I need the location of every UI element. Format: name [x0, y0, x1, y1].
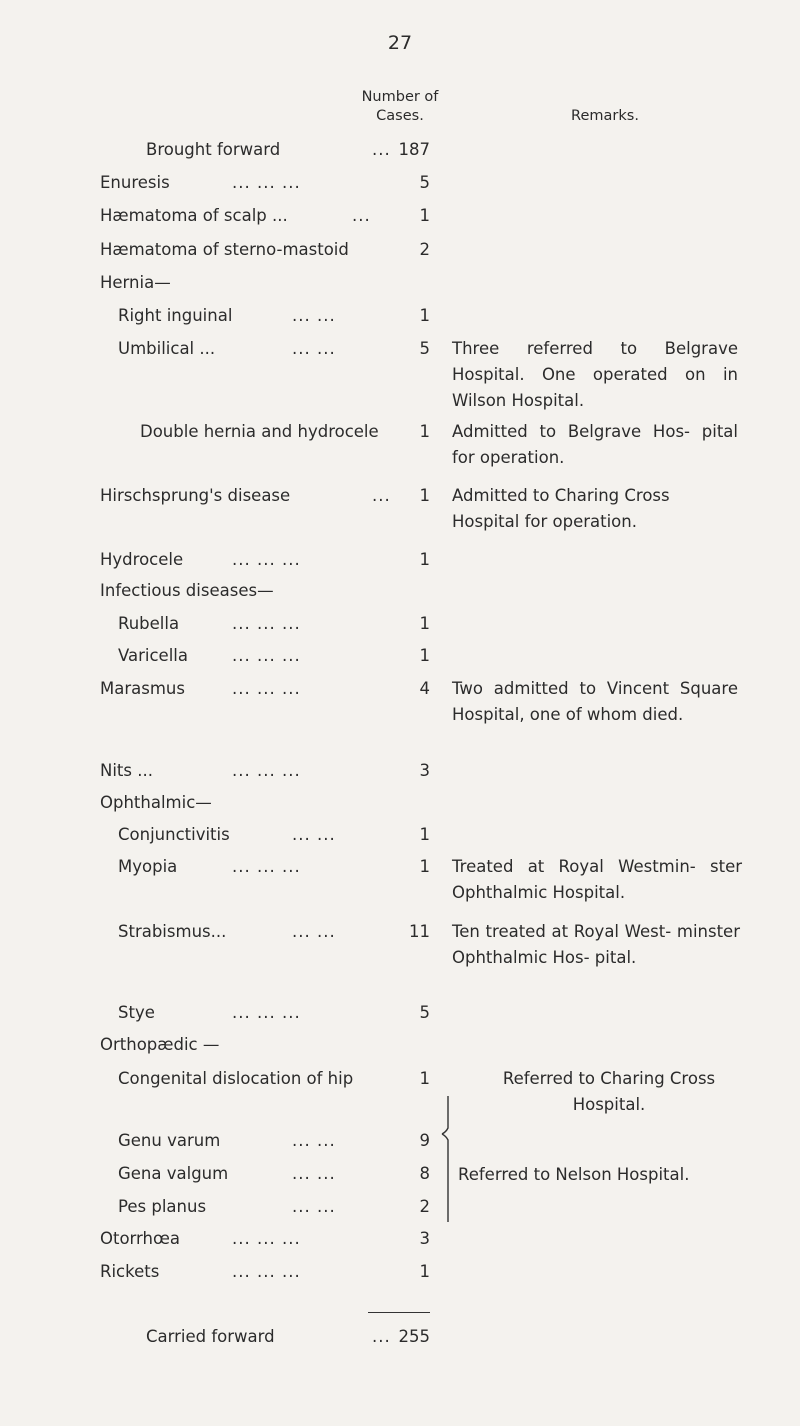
row-number: 1: [419, 1069, 430, 1088]
row-dots: ... ... ...: [232, 679, 301, 698]
row-label: Rickets: [100, 1262, 160, 1281]
row-number: 5: [419, 173, 430, 192]
row-number: 3: [419, 1229, 430, 1248]
row-label: Myopia: [118, 857, 178, 876]
row-label: Genu varum: [118, 1131, 221, 1150]
group-brace: [438, 1036, 454, 1222]
row-dots: ... ...: [292, 825, 336, 844]
row-dots: ... ... ...: [232, 761, 301, 780]
group-remark: Referred to Nelson Hospital.: [458, 1165, 690, 1184]
row-label: Otorrhœa: [100, 1229, 180, 1248]
row-dots: ... ...: [292, 1164, 336, 1183]
row-label: Rubella: [118, 614, 180, 633]
row-remark: Admitted to Charing Cross Hospital for operation.: [452, 486, 670, 531]
section-label: Ophthalmic—: [100, 793, 212, 812]
row-label: Nits ...: [100, 761, 153, 780]
row-remark: Three referred to Belgrave Hospital. One operated on in Wilson Hospital.: [452, 339, 738, 410]
row-remark: Admitted to Belgrave Hos- pital for operation.: [452, 422, 738, 467]
row-remark: Two admitted to Vincent Square Hospital, one of whom died.: [452, 679, 738, 724]
row-dots: ... ... ...: [232, 1262, 301, 1281]
row-number: 1: [419, 646, 430, 665]
row-label: Conjunctivitis: [118, 825, 230, 844]
row-remark: Treated at Royal Westmin- ster Ophthalmic Hospital.: [452, 857, 742, 902]
page-number: 27: [387, 32, 413, 54]
row-dots: ... ...: [292, 306, 336, 325]
row-number: 9: [419, 1131, 430, 1150]
row-number: 1: [419, 1262, 430, 1281]
row-label: Gena valgum: [118, 1164, 229, 1183]
row-dots: ... ... ...: [232, 646, 301, 665]
row-label: Carried forward: [146, 1327, 275, 1346]
row-number: 1: [419, 825, 430, 844]
section-label: Orthopædic —: [100, 1035, 220, 1054]
row-number: 1: [419, 857, 430, 876]
row-label: Stye: [118, 1003, 155, 1022]
row-label: Hirschsprung's disease: [100, 486, 291, 505]
row-number: 1: [419, 422, 430, 441]
row-dots: ... ...: [292, 922, 336, 941]
row-number: 255: [398, 1327, 430, 1346]
row-dots: ... ...: [292, 339, 336, 358]
header-cases: [340, 88, 460, 126]
row-label: Hydrocele: [100, 550, 184, 569]
section-label: Hernia—: [100, 273, 171, 292]
row-number: 1: [419, 614, 430, 633]
row-label: Right inguinal: [118, 306, 233, 325]
row-label: Marasmus: [100, 679, 185, 698]
row-number: 5: [419, 1003, 430, 1022]
row-dots: ... ... ...: [232, 614, 301, 633]
row-label: Varicella: [118, 646, 188, 665]
row-dots: ... ... ...: [232, 857, 301, 876]
row-label: Hæmatoma of sterno-mastoid: [100, 240, 349, 259]
row-label: Double hernia and hydrocele: [140, 422, 379, 441]
row-label: Hæmatoma of scalp ...: [100, 206, 288, 225]
row-label: Strabismus...: [118, 922, 227, 941]
row-dots: ... ... ...: [232, 173, 301, 192]
row-dots: ... ...: [292, 1131, 336, 1150]
row-number: 11: [409, 922, 430, 941]
row-number: 1: [419, 550, 430, 569]
row-dots: ...: [372, 486, 391, 505]
row-dots: ...: [352, 206, 371, 225]
row-dots: ... ... ...: [232, 1003, 301, 1022]
row-number: 187: [398, 140, 430, 159]
row-remark: Referred to Charing Cross Hospital.: [502, 1069, 716, 1114]
row-number: 8: [419, 1164, 430, 1183]
row-dots: ...: [372, 1327, 391, 1346]
header-cases-line1: Number of: [361, 89, 439, 105]
row-dots: ... ... ...: [232, 550, 301, 569]
row-number: 4: [419, 679, 430, 698]
row-dots: ...: [372, 140, 391, 159]
header-cases-line2: Cases.: [376, 108, 424, 124]
row-number: 2: [419, 240, 430, 259]
row-number: 1: [419, 206, 430, 225]
row-dots: ... ... ...: [232, 1229, 301, 1248]
row-label: Congenital dislocation of hip: [118, 1069, 354, 1088]
header-remarks: Remarks.: [571, 108, 639, 124]
total-rule: [368, 1312, 430, 1313]
row-label: Brought forward: [146, 140, 281, 159]
row-label: Umbilical ...: [118, 339, 216, 358]
row-number: 3: [419, 761, 430, 780]
row-number: 1: [419, 306, 430, 325]
row-remark: Ten treated at Royal West- minster Ophthalmic Hos- pital.: [452, 922, 740, 967]
row-number: 5: [419, 339, 430, 358]
row-label: Enuresis: [100, 173, 170, 192]
row-number: 1: [419, 486, 430, 505]
section-label: Infectious diseases—: [100, 581, 274, 600]
row-label: Pes planus: [118, 1197, 207, 1216]
row-dots: ... ...: [292, 1197, 336, 1216]
row-number: 2: [419, 1197, 430, 1216]
